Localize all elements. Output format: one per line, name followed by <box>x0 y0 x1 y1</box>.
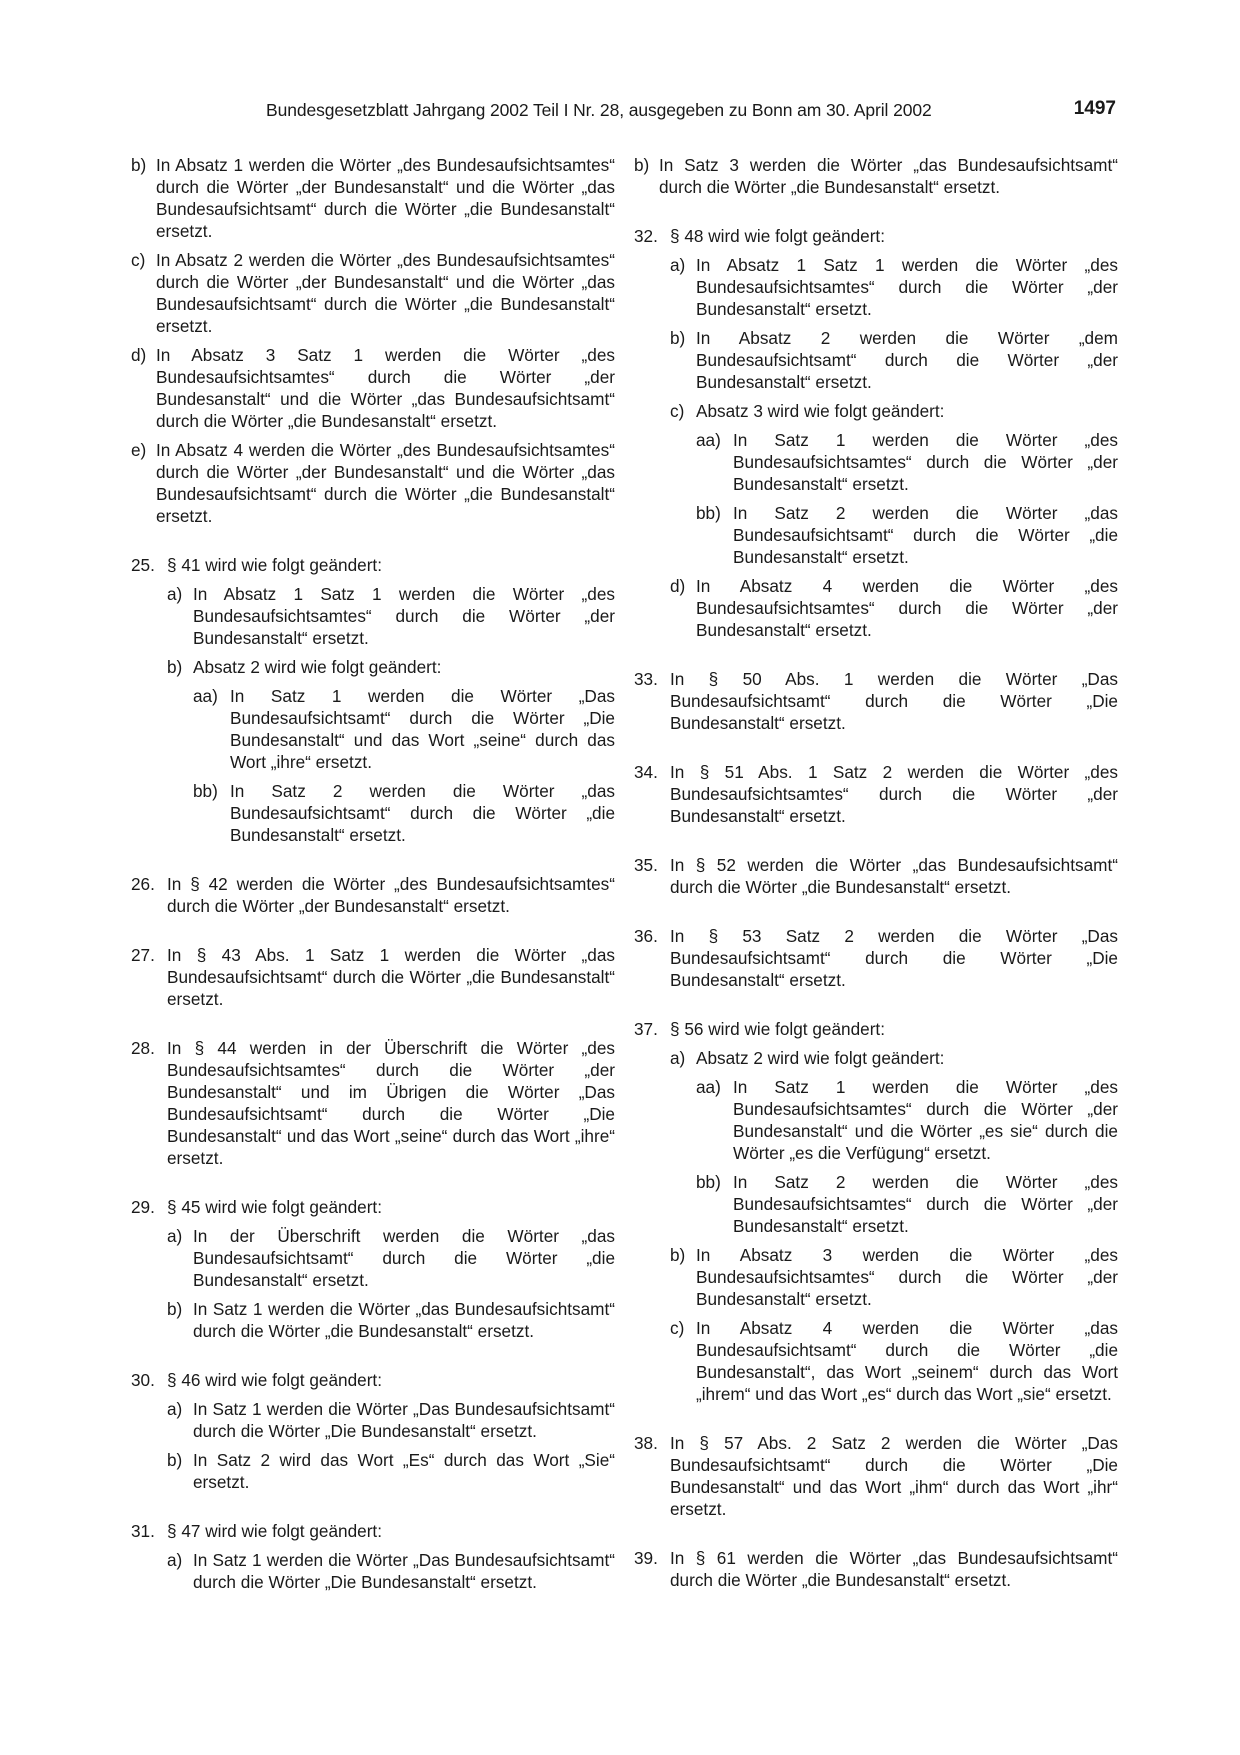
item-label: c) <box>670 401 685 421</box>
item-number: 29. <box>131 1197 155 1217</box>
sub-item <box>131 656 615 678</box>
item-label: b) <box>131 155 147 175</box>
page-header <box>133 98 1116 128</box>
item-number: 27. <box>131 945 155 965</box>
item-label: aa) <box>193 686 218 706</box>
item-label: bb) <box>696 503 721 523</box>
item-text: In § 53 Satz 2 werden die Wörter „Das Bundesaufsichtsamt“ durch die Wörter „Die Bundesanstalt“ ersetzt. <box>670 926 1118 990</box>
item-text: In Satz 1 werden die Wörter „des Bundesaufsichtsamtes“ durch die Wörter „der Bundesanstalt“ und die Wörter „es sie“ durch die Wörter „es die Verfügung“ ersetzt. <box>733 1077 1118 1163</box>
item-text: In § 43 Abs. 1 Satz 1 werden die Wörter „das Bundesaufsichtsamt“ durch die Wörter „die Bundesanstalt“ ersetzt. <box>167 945 615 1009</box>
numbered-item-26 <box>131 873 615 917</box>
item-text: In Absatz 1 Satz 1 werden die Wörter „des Bundesaufsichtsamtes“ durch die Wörter „der Bundesanstalt“ ersetzt. <box>696 255 1118 319</box>
item-number: 35. <box>634 855 658 875</box>
item-label: a) <box>167 1399 183 1419</box>
sub-item <box>131 1225 615 1291</box>
item-label: a) <box>167 1550 183 1570</box>
item-number: 25. <box>131 555 155 575</box>
item-number: 36. <box>634 926 658 946</box>
item-text: In Absatz 4 werden die Wörter „das Bundesaufsichtsamt“ durch die Wörter „die Bundesanstalt“, das Wort „seinem“ durch das Wort „ihrem“ und das Wort „es“ durch das Wort „sie“ ersetzt. <box>696 1318 1118 1404</box>
sub-sub-item <box>131 685 615 773</box>
item-text: § 41 wird wie folgt geändert: <box>167 555 382 575</box>
numbered-item-25 <box>131 554 615 576</box>
item-label: a) <box>670 255 686 275</box>
item-text: In Absatz 4 werden die Wörter „des Bundesaufsichtsamtes“ durch die Wörter „der Bundesanstalt“ und die Wörter „das Bundesaufsichtsamt“ durch die Wörter „die Bundesanstalt“ ersetzt. <box>156 440 615 526</box>
item-number: 32. <box>634 226 658 246</box>
item-text: In Satz 2 werden die Wörter „das Bundesaufsichtsamt“ durch die Wörter „die Bundesanstalt“ ersetzt. <box>733 503 1118 567</box>
sub-item <box>131 1298 615 1342</box>
item-label: a) <box>167 1226 183 1246</box>
numbered-item-27 <box>131 944 615 1010</box>
sub-sub-item <box>131 780 615 846</box>
list-item <box>131 249 615 337</box>
item-text: § 48 wird wie folgt geändert: <box>670 226 885 246</box>
item-text: In Satz 2 werden die Wörter „das Bundesaufsichtsamt“ durch die Wörter „die Bundesanstalt“ ersetzt. <box>230 781 615 845</box>
item-number: 30. <box>131 1370 155 1390</box>
item-label: b) <box>670 1245 686 1265</box>
item-label: b) <box>167 1450 183 1470</box>
item-text: In § 61 werden die Wörter „das Bundesaufsichtsamt“ durch die Wörter „die Bundesanstalt“ ersetzt. <box>670 1548 1118 1590</box>
list-item <box>131 344 615 432</box>
item-label: b) <box>670 328 686 348</box>
item-label: b) <box>167 1299 183 1319</box>
item-label: bb) <box>696 1172 721 1192</box>
item-text: In Absatz 4 werden die Wörter „des Bundesaufsichtsamtes“ durch die Wörter „der Bundesanstalt“ ersetzt. <box>696 576 1118 640</box>
sub-sub-item <box>634 429 1118 495</box>
item-text: In Absatz 2 werden die Wörter „des Bundesaufsichtsamtes“ durch die Wörter „der Bundesanstalt“ und die Wörter „das Bundesaufsichtsamt“ durch die Wörter „die Bundesanstalt“ ersetzt. <box>156 250 615 336</box>
item-number: 26. <box>131 874 155 894</box>
sub-item <box>634 1317 1118 1405</box>
item-number: 28. <box>131 1038 155 1058</box>
item-text: In Satz 2 wird das Wort „Es“ durch das Wort „Sie“ ersetzt. <box>193 1450 615 1492</box>
item-text: In Satz 1 werden die Wörter „des Bundesaufsichtsamtes“ durch die Wörter „der Bundesanstalt“ ersetzt. <box>733 430 1118 494</box>
sub-item <box>131 583 615 649</box>
item-text: In Absatz 3 Satz 1 werden die Wörter „des Bundesaufsichtsamtes“ durch die Wörter „der Bundesanstalt“ und die Wörter „das Bundesaufsichtsamt“ durch die Wörter „die Bundesanstalt“ ersetzt. <box>156 345 615 431</box>
item-text: In Absatz 1 Satz 1 werden die Wörter „des Bundesaufsichtsamtes“ durch die Wörter „der Bundesanstalt“ ersetzt. <box>193 584 615 648</box>
sub-item <box>634 327 1118 393</box>
numbered-item-38 <box>634 1432 1118 1520</box>
header-title: Bundesgesetzblatt Jahrgang 2002 Teil I Nr. 28, ausgegeben zu Bonn am 30. April 2002 <box>266 100 932 120</box>
item-text: In § 57 Abs. 2 Satz 2 werden die Wörter „Das Bundesaufsichtsamt“ durch die Wörter „Die Bundesanstalt“ und das Wort „ihm“ durch das Wort „ihr“ ersetzt. <box>670 1433 1118 1519</box>
numbered-item-28 <box>131 1037 615 1169</box>
sub-sub-item <box>634 502 1118 568</box>
numbered-item-34 <box>634 761 1118 827</box>
item-label: b) <box>634 155 650 175</box>
item-text: In Absatz 2 werden die Wörter „dem Bundesaufsichtsamt“ durch die Wörter „der Bundesanstalt“ ersetzt. <box>696 328 1118 392</box>
item-label: a) <box>167 584 183 604</box>
item-text: In § 50 Abs. 1 werden die Wörter „Das Bundesaufsichtsamt“ durch die Wörter „Die Bundesanstalt“ ersetzt. <box>670 669 1118 733</box>
sub-item <box>131 1398 615 1442</box>
numbered-item-31 <box>131 1520 615 1542</box>
item-text: In Satz 1 werden die Wörter „das Bundesaufsichtsamt“ durch die Wörter „die Bundesanstalt“ ersetzt. <box>193 1299 615 1341</box>
item-number: 38. <box>634 1433 658 1453</box>
sub-sub-item <box>634 1171 1118 1237</box>
item-label: d) <box>131 345 147 365</box>
numbered-item-36 <box>634 925 1118 991</box>
sub-item <box>634 1047 1118 1069</box>
item-number: 37. <box>634 1019 658 1039</box>
item-text: In Absatz 3 werden die Wörter „des Bundesaufsichtsamtes“ durch die Wörter „der Bundesanstalt“ ersetzt. <box>696 1245 1118 1309</box>
item-text: In Satz 1 werden die Wörter „Das Bundesaufsichtsamt“ durch die Wörter „Die Bundesanstalt“ und das Wort „seine“ durch das Wort „ihre“ ersetzt. <box>230 686 615 772</box>
item-label: a) <box>670 1048 686 1068</box>
sub-item <box>634 575 1118 641</box>
list-item <box>131 154 615 242</box>
numbered-item-39 <box>634 1547 1118 1591</box>
item-label: aa) <box>696 430 721 450</box>
item-text: In § 42 werden die Wörter „des Bundesaufsichtsamtes“ durch die Wörter „der Bundesanstalt“ ersetzt. <box>167 874 615 916</box>
item-label: e) <box>131 440 147 460</box>
item-text: § 46 wird wie folgt geändert: <box>167 1370 382 1390</box>
item-text: In Absatz 1 werden die Wörter „des Bundesaufsichtsamtes“ durch die Wörter „der Bundesanstalt“ und die Wörter „das Bundesaufsichtsamt“ durch die Wörter „die Bundesanstalt“ ersetzt. <box>156 155 615 241</box>
numbered-item-35 <box>634 854 1118 898</box>
right-column <box>634 154 1118 1591</box>
sub-item <box>634 1244 1118 1310</box>
item-text: In § 51 Abs. 1 Satz 2 werden die Wörter „des Bundesaufsichtsamtes“ durch die Wörter „der Bundesanstalt“ ersetzt. <box>670 762 1118 826</box>
item-label: c) <box>131 250 146 270</box>
item-text: In Satz 1 werden die Wörter „Das Bundesaufsichtsamt“ durch die Wörter „Die Bundesanstalt“ ersetzt. <box>193 1550 615 1592</box>
item-text: In Satz 2 werden die Wörter „des Bundesaufsichtsamtes“ durch die Wörter „der Bundesanstalt“ ersetzt. <box>733 1172 1118 1236</box>
item-label: aa) <box>696 1077 721 1097</box>
item-text: § 56 wird wie folgt geändert: <box>670 1019 885 1039</box>
item-label: bb) <box>193 781 218 801</box>
item-text: Absatz 2 wird wie folgt geändert: <box>193 657 442 677</box>
item-number: 33. <box>634 669 658 689</box>
numbered-item-30 <box>131 1369 615 1391</box>
item-text: § 45 wird wie folgt geändert: <box>167 1197 382 1217</box>
item-text: § 47 wird wie folgt geändert: <box>167 1521 382 1541</box>
item-number: 34. <box>634 762 658 782</box>
list-item <box>634 154 1118 198</box>
item-label: b) <box>167 657 183 677</box>
list-item <box>131 439 615 527</box>
item-text: In Satz 3 werden die Wörter „das Bundesaufsichtsamt“ durch die Wörter „die Bundesanstalt“ ersetzt. <box>659 155 1118 197</box>
sub-item <box>131 1449 615 1493</box>
numbered-item-29 <box>131 1196 615 1218</box>
sub-item <box>131 1549 615 1593</box>
sub-item <box>634 254 1118 320</box>
numbered-item-32 <box>634 225 1118 247</box>
item-number: 39. <box>634 1548 658 1568</box>
left-column <box>131 154 615 1593</box>
item-text: In § 52 werden die Wörter „das Bundesaufsichtsamt“ durch die Wörter „die Bundesanstalt“ ersetzt. <box>670 855 1118 897</box>
page-number: 1497 <box>1073 98 1116 119</box>
item-text: In der Überschrift werden die Wörter „das Bundesaufsichtsamt“ durch die Wörter „die Bundesanstalt“ ersetzt. <box>193 1226 615 1290</box>
numbered-item-37 <box>634 1018 1118 1040</box>
item-text: In Satz 1 werden die Wörter „Das Bundesaufsichtsamt“ durch die Wörter „Die Bundesanstalt“ ersetzt. <box>193 1399 615 1441</box>
sub-item <box>634 400 1118 422</box>
numbered-item-33 <box>634 668 1118 734</box>
sub-sub-item <box>634 1076 1118 1164</box>
item-text: In § 44 werden in der Überschrift die Wörter „des Bundesaufsichtsamtes“ durch die Wörter „der Bundesanstalt“ und im Übrigen die Wörter „Das Bundesaufsichtsamt“ durch die Wörter „Die Bundesanstalt“ und das Wort „seine“ durch das Wort „ihre“ ersetzt. <box>167 1038 615 1168</box>
item-label: c) <box>670 1318 685 1338</box>
item-number: 31. <box>131 1521 155 1541</box>
item-text: Absatz 2 wird wie folgt geändert: <box>696 1048 945 1068</box>
item-label: d) <box>670 576 686 596</box>
item-text: Absatz 3 wird wie folgt geändert: <box>696 401 945 421</box>
